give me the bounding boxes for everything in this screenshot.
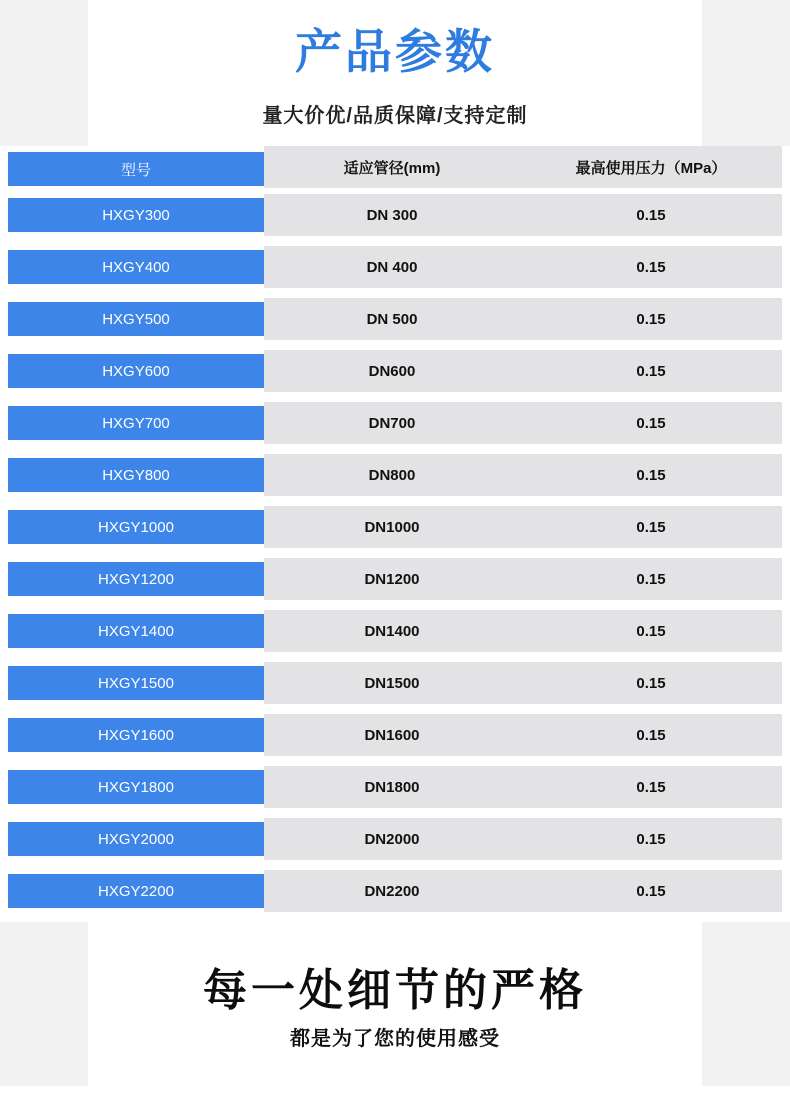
spec-table: [0, 146, 790, 922]
cell-model: HXGY1800: [8, 770, 264, 804]
table-row: [0, 506, 790, 558]
page-footer: [0, 922, 790, 1104]
cell-model: HXGY300: [8, 198, 264, 232]
table-row: [0, 402, 790, 454]
cell-pressure: 0.15: [520, 298, 782, 340]
cell-pressure: 0.15: [520, 350, 782, 392]
cell-diameter: DN1400: [264, 610, 520, 652]
cell-diameter: DN1600: [264, 714, 520, 756]
cell-model: HXGY2200: [8, 874, 264, 908]
table-row: [0, 766, 790, 818]
cell-diameter: DN2000: [264, 818, 520, 860]
cell-diameter: DN1200: [264, 558, 520, 600]
page-title: 产品参数: [295, 25, 495, 78]
cell-diameter: DN 500: [264, 298, 520, 340]
page-header: [0, 0, 790, 146]
cell-model: HXGY800: [8, 458, 264, 492]
table-row: [0, 558, 790, 610]
column-header-model: 型号: [8, 152, 264, 186]
cell-model: HXGY600: [8, 354, 264, 388]
table-row: [0, 454, 790, 506]
footer-subtitle: 都是为了您的使用感受: [290, 1028, 500, 1050]
cell-diameter: DN700: [264, 402, 520, 444]
cell-pressure: 0.15: [520, 766, 782, 808]
cell-model: HXGY1600: [8, 718, 264, 752]
cell-diameter: DN800: [264, 454, 520, 496]
cell-pressure: 0.15: [520, 246, 782, 288]
cell-model: HXGY1200: [8, 562, 264, 596]
footer-title: 每一处细节的严格: [203, 966, 587, 1015]
cell-pressure: 0.15: [520, 818, 782, 860]
cell-model: HXGY1000: [8, 510, 264, 544]
cell-pressure: 0.15: [520, 714, 782, 756]
table-row: [0, 662, 790, 714]
cell-diameter: DN2200: [264, 870, 520, 912]
column-header-pressure: 最高使用压力（MPa）: [520, 146, 782, 188]
cell-pressure: 0.15: [520, 610, 782, 652]
cell-pressure: 0.15: [520, 402, 782, 444]
table-row: [0, 246, 790, 298]
cell-diameter: DN1800: [264, 766, 520, 808]
page-subtitle: 量大价优/品质保障/支持定制: [262, 105, 528, 127]
cell-diameter: DN1500: [264, 662, 520, 704]
column-header-diameter: 适应管径(mm): [264, 146, 520, 188]
cell-model: HXGY700: [8, 406, 264, 440]
cell-diameter: DN 400: [264, 246, 520, 288]
bottom-strip: [0, 1086, 790, 1104]
cell-diameter: DN600: [264, 350, 520, 392]
cell-pressure: 0.15: [520, 194, 782, 236]
cell-diameter: DN1000: [264, 506, 520, 548]
table-row: [0, 714, 790, 766]
cell-model: HXGY500: [8, 302, 264, 336]
cell-pressure: 0.15: [520, 870, 782, 912]
cell-model: HXGY400: [8, 250, 264, 284]
table-row: [0, 194, 790, 246]
cell-model: HXGY1500: [8, 666, 264, 700]
table-row: [0, 298, 790, 350]
table-row: [0, 818, 790, 870]
table-row: [0, 350, 790, 402]
cell-diameter: DN 300: [264, 194, 520, 236]
table-row: [0, 870, 790, 922]
cell-pressure: 0.15: [520, 454, 782, 496]
table-row: [0, 610, 790, 662]
cell-model: HXGY2000: [8, 822, 264, 856]
cell-pressure: 0.15: [520, 558, 782, 600]
cell-pressure: 0.15: [520, 662, 782, 704]
cell-model: HXGY1400: [8, 614, 264, 648]
table-header-row: [0, 146, 790, 194]
cell-pressure: 0.15: [520, 506, 782, 548]
